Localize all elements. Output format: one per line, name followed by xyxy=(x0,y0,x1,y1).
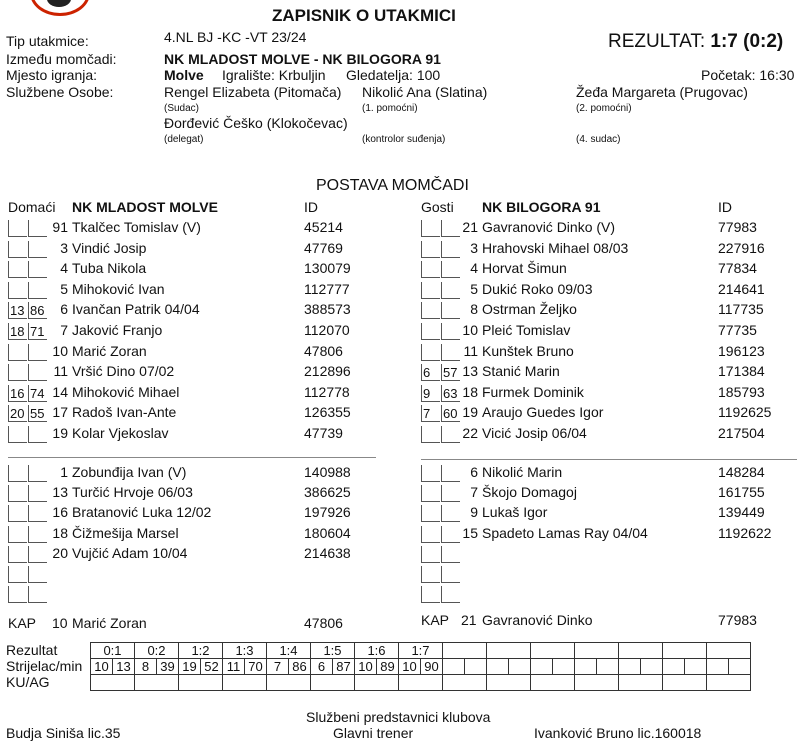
scorer-minute: 52 xyxy=(201,659,223,675)
scorer-empty xyxy=(465,659,487,675)
score-cell: 1:2 xyxy=(179,643,223,659)
scorer-minute: 13 xyxy=(113,659,135,675)
player-number: 10 xyxy=(462,322,478,338)
player-number: 14 xyxy=(52,383,68,400)
scorer-minute: 39 xyxy=(157,659,179,675)
scorer-empty xyxy=(531,659,553,675)
player-id: 148284 xyxy=(718,464,765,480)
card-box xyxy=(421,465,440,482)
officials-label: Službene Osobe: xyxy=(6,84,114,100)
official-role: (1. pomoćni) xyxy=(362,103,418,114)
card-box: 86 xyxy=(28,302,47,319)
card-box xyxy=(28,546,47,563)
player-id: 227916 xyxy=(718,239,765,256)
card-box xyxy=(421,546,440,563)
card-box: 9 xyxy=(421,385,440,402)
player-number: 5 xyxy=(470,280,478,297)
scorer-number: 11 xyxy=(223,659,245,675)
ku-ag-cell xyxy=(575,675,619,691)
scorer-empty xyxy=(663,659,685,675)
player-id: 139449 xyxy=(718,504,765,521)
player-name: Stanić Marin xyxy=(482,363,560,380)
player-id: 77983 xyxy=(718,219,757,235)
official-name: Žeđa Margareta (Prugovac) xyxy=(576,84,748,100)
player-name: Araujo Guedes Igor xyxy=(482,404,604,421)
ku-ag-cell xyxy=(531,675,575,691)
type-label: Tip utakmice: xyxy=(6,33,89,49)
card-box: 20 xyxy=(8,405,27,422)
ku-ag-cell xyxy=(91,675,135,691)
player-id: 77735 xyxy=(718,322,757,338)
score-row-label: Rezultat xyxy=(6,642,58,658)
away-id-header: ID xyxy=(718,199,732,215)
player-name: Vindić Josip xyxy=(72,239,147,256)
scorer-number: 8 xyxy=(135,659,157,675)
player-number: 16 xyxy=(52,504,68,521)
card-box xyxy=(421,302,440,319)
player-number: 19 xyxy=(52,425,68,441)
card-box: 55 xyxy=(28,405,47,422)
result-label: REZULTAT: xyxy=(608,31,706,52)
official-role: (delegat) xyxy=(164,134,204,145)
player-name: Pleić Tomislav xyxy=(482,322,571,338)
score-cell: 0:1 xyxy=(91,643,135,659)
score-cell: 0:2 xyxy=(135,643,179,659)
player-name: Ivančan Patrik 04/04 xyxy=(72,301,200,318)
card-box xyxy=(28,586,47,603)
card-box xyxy=(421,241,440,258)
kickoff: Početak: 16:30 xyxy=(701,67,795,83)
home-kap-label: KAP xyxy=(8,615,37,631)
score-cell-empty xyxy=(663,643,707,659)
ku-ag-row-label: KU/AG xyxy=(6,674,50,690)
player-id: 47806 xyxy=(304,342,343,359)
player-number: 19 xyxy=(462,404,478,421)
scorer-empty xyxy=(553,659,575,675)
card-box: 71 xyxy=(28,323,47,340)
scorer-number: 19 xyxy=(179,659,201,675)
scorer-minute: 70 xyxy=(245,659,267,675)
card-box xyxy=(8,566,27,583)
player-name: Spadeto Lamas Ray 04/04 xyxy=(482,524,648,541)
home-kap-num: 10 xyxy=(52,615,68,631)
player-number: 5 xyxy=(60,280,68,297)
scorer-number: 10 xyxy=(91,659,113,675)
player-id: 212896 xyxy=(304,363,351,380)
player-id: 117735 xyxy=(718,301,764,318)
player-name: Dukić Roko 09/03 xyxy=(482,280,593,297)
ku-ag-cell xyxy=(619,675,663,691)
player-number: 4 xyxy=(60,260,68,277)
card-box xyxy=(28,465,47,482)
player-id: 388573 xyxy=(304,301,351,318)
federation-logo xyxy=(30,0,90,16)
card-box: 60 xyxy=(441,405,460,422)
scorer-empty xyxy=(443,659,465,675)
card-box xyxy=(421,282,440,299)
card-box xyxy=(441,546,460,563)
player-number: 7 xyxy=(60,322,68,338)
card-box xyxy=(8,364,27,381)
player-name: Horvat Šimun xyxy=(482,260,567,277)
player-number: 3 xyxy=(470,239,478,256)
player-name: Lukaš Igor xyxy=(482,504,548,521)
scorer-number: 10 xyxy=(355,659,377,675)
player-number: 4 xyxy=(470,260,478,277)
player-id: 45214 xyxy=(304,219,343,235)
official-role: (kontrolor suđenja) xyxy=(362,134,446,145)
scoring-grid xyxy=(90,642,751,691)
card-box xyxy=(28,364,47,381)
official-name: Đorđević Češko (Klokočevac) xyxy=(164,115,348,131)
result xyxy=(608,31,783,53)
player-number: 18 xyxy=(52,524,68,541)
ku-ag-cell xyxy=(267,675,311,691)
away-side-label: Gosti xyxy=(421,199,454,215)
ku-ag-cell xyxy=(311,675,355,691)
card-box xyxy=(8,505,27,522)
player-number: 20 xyxy=(52,544,68,561)
score-cell-empty xyxy=(487,643,531,659)
ku-ag-cell xyxy=(179,675,223,691)
card-box xyxy=(421,323,440,340)
player-number: 18 xyxy=(462,383,478,400)
player-name: Furmek Dominik xyxy=(482,383,584,400)
away-coach: Ivanković Bruno lic.160018 xyxy=(534,725,702,741)
card-box xyxy=(8,465,27,482)
player-name: Bratanović Luka 12/02 xyxy=(72,504,212,521)
card-box xyxy=(8,546,27,563)
card-box: 18 xyxy=(8,323,27,340)
player-id: 112778 xyxy=(304,383,350,400)
player-number: 3 xyxy=(60,239,68,256)
player-id: 386625 xyxy=(304,484,351,501)
player-number: 10 xyxy=(52,342,68,359)
home-id-header: ID xyxy=(304,199,318,215)
player-number: 22 xyxy=(462,425,478,441)
player-name: Zobunđija Ivan (V) xyxy=(72,464,187,480)
player-id: 140988 xyxy=(304,464,351,480)
card-box xyxy=(28,344,47,361)
official-name: Nikolić Ana (Slatina) xyxy=(362,84,488,100)
player-number: 8 xyxy=(470,301,478,318)
ku-ag-cell xyxy=(355,675,399,691)
scorer-empty xyxy=(685,659,707,675)
card-box xyxy=(8,426,27,443)
player-number: 7 xyxy=(470,484,478,501)
player-number: 15 xyxy=(462,524,478,541)
pitch: Igralište: Krbuljin xyxy=(222,67,326,83)
place-value: Molve xyxy=(164,67,204,83)
card-box xyxy=(28,282,47,299)
player-name: Vicić Josip 06/04 xyxy=(482,425,587,441)
score-cell-empty xyxy=(531,643,575,659)
card-box xyxy=(8,485,27,502)
card-box xyxy=(28,426,47,443)
player-id: 1192622 xyxy=(718,524,772,541)
card-box xyxy=(421,485,440,502)
ku-ag-cell xyxy=(135,675,179,691)
scorer-empty xyxy=(619,659,641,675)
away-kap-num: 21 xyxy=(461,612,477,628)
official-role: (4. sudac) xyxy=(576,134,621,145)
scorer-empty xyxy=(509,659,531,675)
player-id: 126355 xyxy=(304,404,351,421)
ku-ag-cell xyxy=(487,675,531,691)
scorer-row-label: Strijelac/min xyxy=(6,658,83,674)
player-name: Vujčić Adam 10/04 xyxy=(72,544,188,561)
player-name: Škojo Domagoj xyxy=(482,484,577,501)
card-box xyxy=(421,261,440,278)
card-box xyxy=(8,261,27,278)
player-id: 217504 xyxy=(718,425,765,441)
official-role: (2. pomoćni) xyxy=(576,103,632,114)
player-id: 47769 xyxy=(304,239,343,256)
player-id: 171384 xyxy=(718,363,765,380)
player-id: 180604 xyxy=(304,524,351,541)
player-id: 1192625 xyxy=(718,404,772,421)
player-id: 185793 xyxy=(718,383,765,400)
divider xyxy=(8,457,376,458)
card-box xyxy=(28,485,47,502)
player-id: 47739 xyxy=(304,425,343,441)
player-name: Čižmešija Marsel xyxy=(72,524,179,541)
player-name: Jaković Franjo xyxy=(72,322,163,338)
player-id: 196123 xyxy=(718,342,765,359)
away-team-name: NK BILOGORA 91 xyxy=(482,199,601,215)
page-title: ZAPISNIK O UTAKMICI xyxy=(272,6,456,25)
scorer-minute: 89 xyxy=(377,659,399,675)
score-cell-empty xyxy=(619,643,663,659)
place-label: Mjesto igranja: xyxy=(6,67,98,83)
scorer-minute: 86 xyxy=(289,659,311,675)
score-cell: 1:7 xyxy=(399,643,443,659)
card-box xyxy=(28,261,47,278)
score-cell: 1:3 xyxy=(223,643,267,659)
card-box: 7 xyxy=(421,405,440,422)
player-number: 6 xyxy=(470,464,478,480)
player-number: 1 xyxy=(60,464,68,480)
player-name: Hrahovski Mihael 08/03 xyxy=(482,239,629,256)
home-coach: Budja Siniša lic.35 xyxy=(6,725,121,741)
card-box xyxy=(8,344,27,361)
home-side-label: Domaći xyxy=(8,199,56,215)
player-name: Gavranović Dinko (V) xyxy=(482,219,616,235)
coach-label: Glavni trener xyxy=(333,725,414,741)
scorer-empty xyxy=(487,659,509,675)
scorer-empty xyxy=(575,659,597,675)
player-name: Kunštek Bruno xyxy=(482,342,574,359)
ku-ag-cell xyxy=(443,675,487,691)
player-id: 214638 xyxy=(304,544,351,561)
card-box xyxy=(421,566,440,583)
type-value: 4.NL BJ -KC -VT 23/24 xyxy=(164,29,307,45)
scorer-number: 10 xyxy=(399,659,421,675)
home-kap-name: Marić Zoran xyxy=(72,615,147,631)
player-name: Radoš Ivan-Ante xyxy=(72,404,177,421)
card-box xyxy=(8,586,27,603)
result-value: 1:7 (0:2) xyxy=(710,31,784,52)
scorer-empty xyxy=(729,659,751,675)
card-box xyxy=(421,220,440,237)
card-box xyxy=(8,241,27,258)
player-number: 91 xyxy=(52,219,68,235)
card-box xyxy=(28,526,47,543)
card-box: 74 xyxy=(28,385,47,402)
player-id: 112777 xyxy=(304,280,350,297)
player-number: 11 xyxy=(463,342,478,359)
scorer-number: 7 xyxy=(267,659,289,675)
player-number: 17 xyxy=(52,404,68,421)
official-name: Rengel Elizabeta (Pitomača) xyxy=(164,84,342,100)
home-team-name: NK MLADOST MOLVE xyxy=(72,199,218,215)
score-cell: 1:4 xyxy=(267,643,311,659)
scorer-empty xyxy=(707,659,729,675)
player-id: 77834 xyxy=(718,260,757,277)
score-cell: 1:6 xyxy=(355,643,399,659)
away-kap-label: KAP xyxy=(421,612,450,628)
player-name: Mihoković Mihael xyxy=(72,383,180,400)
card-box: 13 xyxy=(8,302,27,319)
player-number: 13 xyxy=(462,363,478,380)
ku-ag-cell xyxy=(223,675,267,691)
card-box: 16 xyxy=(8,385,27,402)
player-id: 112070 xyxy=(304,322,350,338)
away-kap-id: 77983 xyxy=(718,612,757,628)
player-id: 130079 xyxy=(304,260,351,277)
card-box xyxy=(441,586,460,603)
card-box xyxy=(8,220,27,237)
card-box xyxy=(28,505,47,522)
away-kap-name: Gavranović Dinko xyxy=(482,612,593,628)
ku-ag-cell xyxy=(399,675,443,691)
card-box xyxy=(421,344,440,361)
score-cell-empty xyxy=(707,643,751,659)
divider xyxy=(421,459,797,460)
player-number: 6 xyxy=(60,301,68,318)
player-name: Vršić Dino 07/02 xyxy=(72,363,175,380)
card-box xyxy=(421,586,440,603)
card-box xyxy=(441,566,460,583)
score-cell-empty xyxy=(443,643,487,659)
player-name: Tkalčec Tomislav (V) xyxy=(72,219,201,235)
player-id: 197926 xyxy=(304,504,351,521)
club-reps-label: Službeni predstavnici klubova xyxy=(306,709,491,725)
card-box xyxy=(28,241,47,258)
between-value: NK MLADOST MOLVE - NK BILOGORA 91 xyxy=(164,51,441,67)
player-name: Mihoković Ivan xyxy=(72,280,165,297)
player-name: Nikolić Marin xyxy=(482,464,563,480)
card-box xyxy=(8,526,27,543)
player-number: 11 xyxy=(53,363,68,380)
card-box xyxy=(8,282,27,299)
spectators: Gledatelja: 100 xyxy=(346,67,441,83)
player-name: Turčić Hrvoje 06/03 xyxy=(72,484,193,501)
card-box xyxy=(28,220,47,237)
player-number: 13 xyxy=(52,484,68,501)
scorer-empty xyxy=(597,659,619,675)
player-name: Marić Zoran xyxy=(72,342,147,359)
card-box xyxy=(28,566,47,583)
player-name: Kolar Vjekoslav xyxy=(72,425,169,441)
card-box: 63 xyxy=(441,385,460,402)
ku-ag-cell xyxy=(663,675,707,691)
ku-ag-cell xyxy=(707,675,751,691)
scorer-empty xyxy=(641,659,663,675)
lineup-title: POSTAVA MOMČADI xyxy=(316,177,469,194)
score-cell-empty xyxy=(575,643,619,659)
player-id: 161755 xyxy=(718,484,765,501)
card-box xyxy=(421,426,440,443)
card-box xyxy=(421,526,440,543)
official-role: (Sudac) xyxy=(164,103,200,114)
player-number: 9 xyxy=(470,504,478,521)
card-box: 6 xyxy=(421,364,440,381)
player-name: Tuba Nikola xyxy=(72,260,147,277)
player-name: Ostrman Željko xyxy=(482,301,577,318)
between-label: Između momčadi: xyxy=(6,51,117,67)
player-id: 214641 xyxy=(718,280,765,297)
player-number: 21 xyxy=(462,219,478,235)
scorer-minute: 90 xyxy=(421,659,443,675)
home-kap-id: 47806 xyxy=(304,615,343,631)
score-cell: 1:5 xyxy=(311,643,355,659)
scorer-number: 6 xyxy=(311,659,333,675)
card-box: 57 xyxy=(441,364,460,381)
scorer-minute: 87 xyxy=(333,659,355,675)
card-box xyxy=(421,505,440,522)
